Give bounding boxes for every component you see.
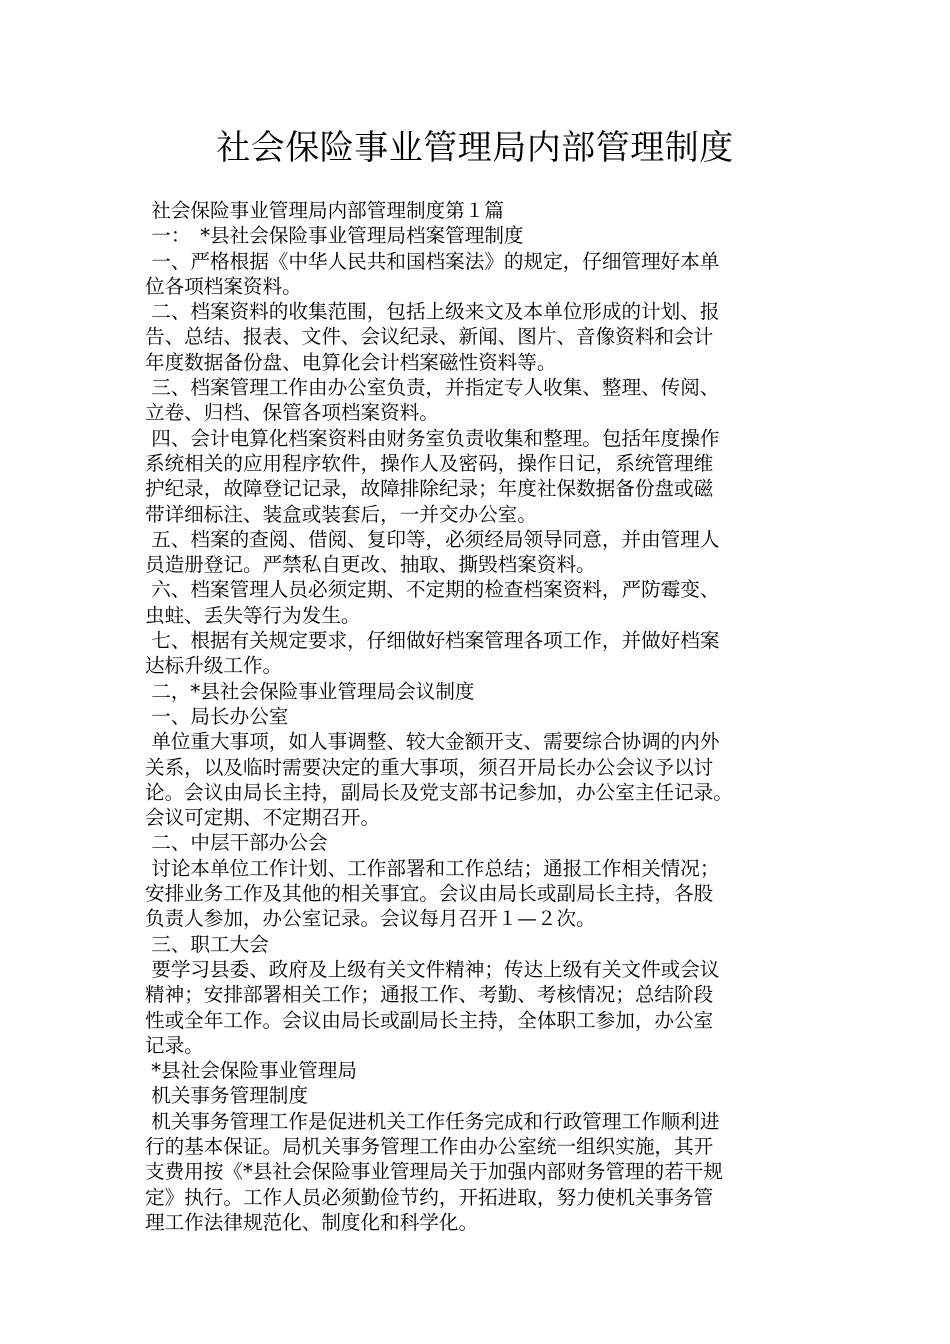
body-line: 二、档案资料的收集范围，包括上级来文及本单位形成的计划、报 xyxy=(145,300,720,324)
body-line: 四、会计电算化档案资料由财务室负责收集和整理。包括年度操作 xyxy=(145,426,720,450)
body-line: 立卷、归档、保管各项档案资料。 xyxy=(145,401,439,425)
body-line: 社会保险事业管理局内部管理制度第１篇 xyxy=(145,199,504,222)
body-line: 要学习县委、政府及上级有关文件精神；传达上级有关文件或会议 xyxy=(145,957,720,981)
body-line: 记录。 xyxy=(145,1033,204,1057)
body-line: 带详细标注、装盒或装套后，一并交办公室。 xyxy=(145,502,537,526)
body-line: 定》执行。工作人员必须勤俭节约，开拓进取，努力使机关事务管 xyxy=(145,1185,714,1209)
document-body xyxy=(145,198,825,1235)
body-line: 安排业务工作及其他的相关事宜。会议由局长或副局长主持，各股 xyxy=(145,882,714,906)
body-line: 位各项档案资料。 xyxy=(145,274,302,298)
body-line: 三、职工大会 xyxy=(145,932,269,956)
body-line: 一： *县社会保险事业管理局档案管理制度 xyxy=(145,224,524,248)
body-line: 负责人参加，办公室记录。会议每月召开１—２次。 xyxy=(145,907,596,931)
body-line: 理工作法律规范化、制度化和科学化。 xyxy=(145,1210,479,1234)
body-line: 告、总结、报表、文件、会议纪录、新闻、图片、音像资料和会计 xyxy=(145,325,714,349)
body-line: 论。会议由局长主持，副局长及党支部书记参加，办公室主任记录。 xyxy=(145,780,733,804)
body-line: 支费用按《*县社会保险事业管理局关于加强内部财务管理的若干规 xyxy=(145,1160,724,1184)
body-line: 七、根据有关规定要求，仔细做好档案管理各项工作，并做好档案 xyxy=(145,629,720,653)
body-line: 系统相关的应用程序软件，操作人及密码，操作日记，系统管理维 xyxy=(145,451,714,475)
body-line: 机关事务管理制度 xyxy=(145,1084,308,1108)
body-line: 单位重大事项，如人事调整、较大金额开支、需要综合协调的内外 xyxy=(145,730,720,754)
body-line: 关系，以及临时需要决定的重大事项，须召开局长办公会议予以讨 xyxy=(145,755,714,779)
body-line: 行的基本保证。局机关事务管理工作由办公室统一组织实施，其开 xyxy=(145,1134,714,1158)
body-line: 三、档案管理工作由办公室负责，并指定专人收集、整理、传阅、 xyxy=(145,376,720,400)
body-line: *县社会保险事业管理局 xyxy=(145,1059,357,1083)
body-line: 达标升级工作。 xyxy=(145,654,283,678)
body-line: 护纪录，故障登记记录，故障排除纪录；年度社保数据备份盘或磁 xyxy=(145,477,714,501)
body-line: 精神；安排部署相关工作；通报工作、考勤、考核情况；总结阶段 xyxy=(145,983,714,1007)
body-line: 性或全年工作。会议由局长或副局长主持，全体职工参加，办公室 xyxy=(145,1008,714,1032)
body-line: 二、中层干部办公会 xyxy=(145,831,328,855)
body-line: 一、严格根据《中华人民共和国档案法》的规定，仔细管理好本单 xyxy=(145,249,720,273)
body-line: 讨论本单位工作计划、工作部署和工作总结；通报工作相关情况； xyxy=(145,856,720,880)
body-line: 二，*县社会保险事业管理局会议制度 xyxy=(145,679,475,703)
body-line: 会议可定期、不定期召开。 xyxy=(145,806,381,830)
body-line: 一、局长办公室 xyxy=(145,704,289,728)
body-line: 五、档案的查阅、借阅、复印等，必须经局领导同意，并由管理人 xyxy=(145,527,720,551)
body-line: 六、档案管理人员必须定期、不定期的检查档案资料，严防霉变、 xyxy=(145,578,720,602)
body-line: 虫蛀、丢失等行为发生。 xyxy=(145,603,361,627)
body-line: 员造册登记。严禁私自更改、抽取、撕毁档案资料。 xyxy=(145,553,596,577)
body-line: 机关事务管理工作是促进机关工作任务完成和行政管理工作顺利进 xyxy=(145,1109,720,1133)
document-title: 社会保险事业管理局内部管理制度 xyxy=(216,128,734,168)
body-line: 年度数据备份盘、电算化会计档案磁性资料等。 xyxy=(145,350,557,374)
